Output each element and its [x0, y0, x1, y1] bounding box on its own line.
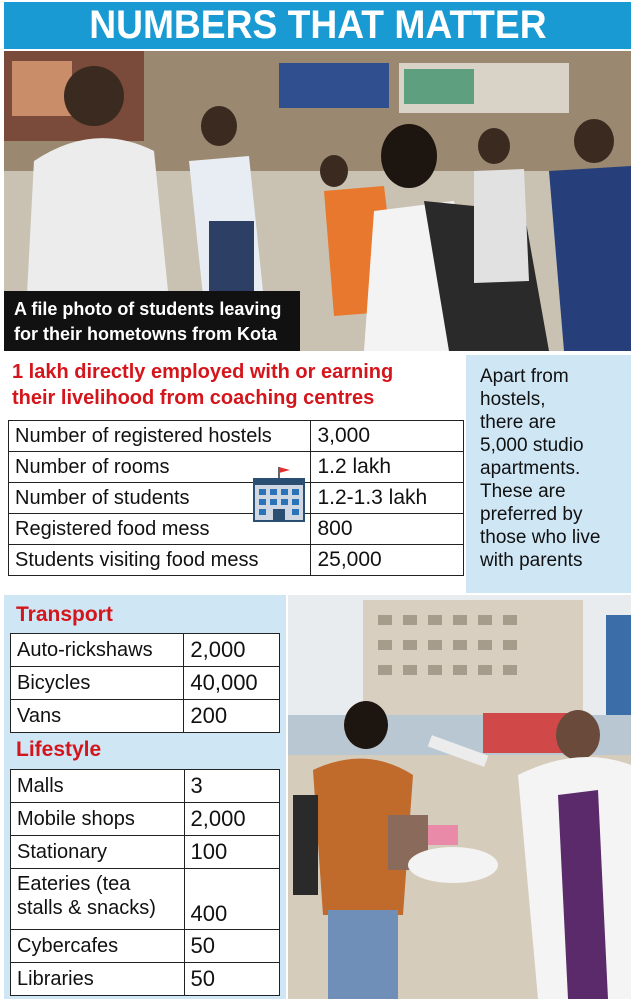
side-note-line: Apart from: [480, 366, 569, 387]
table-row: [11, 770, 280, 803]
row-value: 3,000: [311, 421, 464, 452]
side-note: [466, 355, 631, 593]
row-label-line1: Eateries (tea: [17, 873, 131, 895]
row-value: 1.2-1.3 lakh: [311, 483, 464, 514]
row-label: Number of students: [9, 483, 311, 514]
row-label: Students visiting food mess: [9, 545, 311, 576]
row-label: Registered food mess: [9, 514, 311, 545]
row-value: 100: [184, 836, 279, 869]
row-value: 50: [184, 963, 279, 996]
row-label: Number of rooms: [9, 452, 311, 483]
lifestyle-heading: Lifestyle: [16, 738, 102, 761]
table-row: [11, 667, 280, 700]
row-label: Stationary: [11, 836, 185, 869]
bottom-photo-illustration: [288, 595, 631, 999]
row-label: Bicycles: [11, 667, 184, 700]
side-note-line: with parents: [480, 550, 583, 571]
bottom-photo: [288, 595, 631, 999]
row-label: Mobile shops: [11, 803, 185, 836]
photo-caption-line1: A file photo of students leaving: [14, 299, 282, 319]
lifestyle-table: [10, 769, 280, 996]
side-note-line: there are: [480, 412, 557, 433]
table-row: [9, 483, 464, 514]
row-label: Libraries: [11, 963, 185, 996]
table-row: [11, 836, 280, 869]
row-value: 2,000: [184, 634, 280, 667]
row-label: Auto-rickshaws: [11, 634, 184, 667]
header-banner: [4, 2, 631, 49]
table-row: [9, 452, 464, 483]
row-value: 200: [184, 700, 280, 733]
row-value: 3: [184, 770, 279, 803]
employment-heading-line1: 1 lakh directly employed with or earning: [12, 361, 394, 383]
row-value: 800: [311, 514, 464, 545]
row-value: 2,000: [184, 803, 279, 836]
side-note-line: hostels,: [480, 389, 546, 410]
table-row: [9, 514, 464, 545]
hostel-building-icon: [250, 465, 308, 523]
row-value: 1.2 lakh: [311, 452, 464, 483]
row-label: Cybercafes: [11, 930, 185, 963]
top-photo: [4, 51, 631, 351]
transport-heading: Transport: [16, 603, 113, 626]
side-note-line: apartments.: [480, 458, 581, 479]
row-value: 50: [184, 930, 279, 963]
row-label: Malls: [11, 770, 185, 803]
row-label: [11, 869, 185, 930]
side-note-line: preferred by: [480, 504, 583, 525]
employment-heading: [12, 359, 462, 411]
table-row: [9, 545, 464, 576]
transport-table: [10, 633, 280, 733]
table-row: [11, 803, 280, 836]
row-value: 25,000: [311, 545, 464, 576]
employment-section: [4, 353, 464, 594]
table-row: [9, 421, 464, 452]
row-label: Number of registered hostels: [9, 421, 311, 452]
photo-caption-line2: for their hometowns from Kota: [14, 324, 278, 344]
employment-table: [8, 420, 464, 576]
photo-caption: [4, 291, 300, 351]
page-title: NUMBERS THAT MATTER: [88, 3, 547, 47]
employment-heading-line2: their livelihood from coaching centres: [12, 387, 375, 409]
row-value: 40,000: [184, 667, 280, 700]
table-row: [11, 634, 280, 667]
side-note-line: those who live: [480, 527, 601, 548]
row-value: 400: [184, 869, 279, 930]
row-label-line2: stalls & snacks): [17, 897, 156, 919]
table-row: [11, 930, 280, 963]
table-row: [11, 963, 280, 996]
side-note-line: 5,000 studio: [480, 435, 584, 456]
side-note-line: These are: [480, 481, 566, 502]
table-row: [11, 869, 280, 930]
row-label: Vans: [11, 700, 184, 733]
table-row: [11, 700, 280, 733]
transport-lifestyle-panel: [4, 595, 286, 999]
